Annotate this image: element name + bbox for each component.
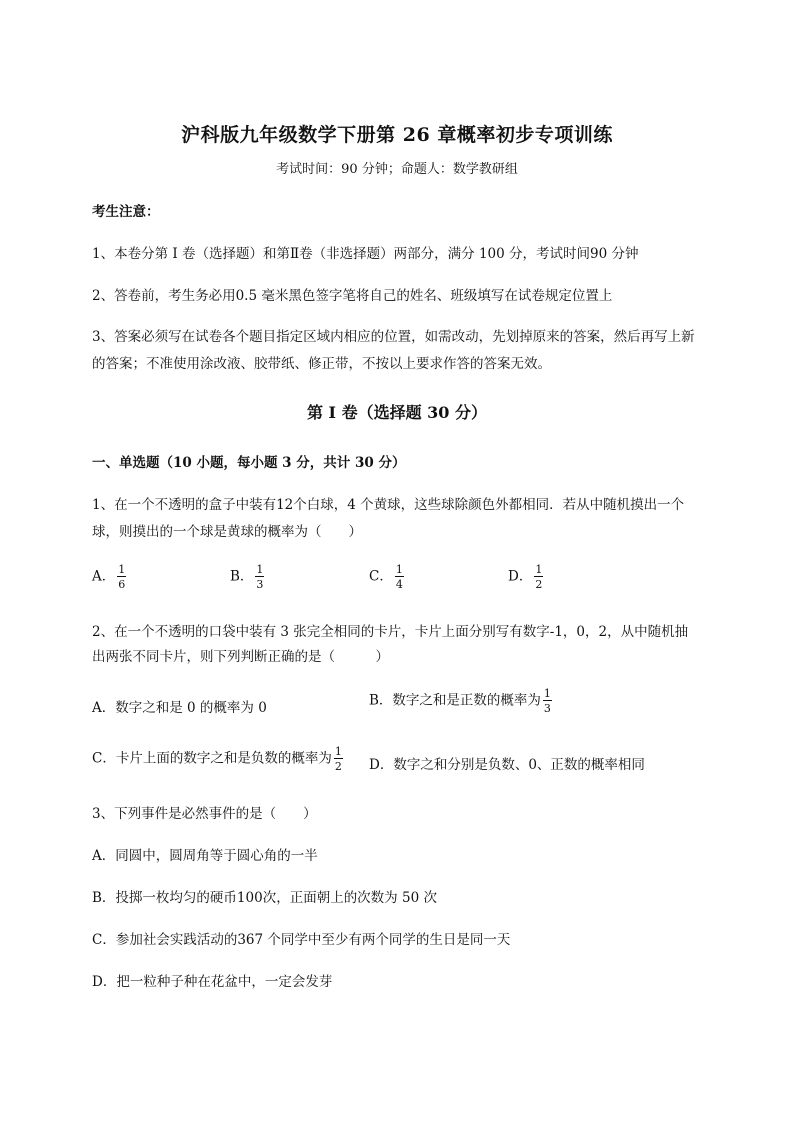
fraction [255, 564, 264, 590]
question-1-stem-continued: 球，则摸出的一个球是黄球的概率为（ ） [92, 524, 362, 540]
document-title: 沪科版九年级数学下册第 26 章概率初步专项训练 [181, 124, 613, 146]
fraction [334, 746, 343, 772]
notice-item-1: 1、本卷分第 I 卷（选择题）和第Ⅱ卷（非选择题）两部分，满分 100 分，考试时间90 分钟 [92, 246, 639, 262]
option-text: C．卡片上面的数字之和是负数的概率为 [92, 750, 332, 767]
option-label: B． [230, 568, 254, 585]
question-1-option-a[interactable] [92, 564, 126, 590]
section-title: 第 I 卷（选择题 30 分） [306, 403, 488, 422]
question-2-option-d[interactable]: D．数字之和分别是负数、0、正数的概率相同 [369, 757, 645, 773]
fraction-denominator: 6 [118, 578, 126, 591]
part-heading: 一、单选题（10 小题，每小题 3 分，共计 30 分） [92, 455, 406, 471]
notice-item-2: 2、答卷前，考生务必用0.5 毫米黑色签字笔将自己的姓名、班级填写在试卷规定位置上 [92, 288, 613, 304]
exam-info: 考试时间：90 分钟；命题人：数学教研组 [276, 162, 518, 177]
question-3-option-a[interactable]: A．同圆中，圆周角等于圆心角的一半 [92, 848, 318, 864]
question-3-stem: 3、下列事件是必然事件的是（ ） [92, 806, 317, 822]
question-2-stem: 2、在一个不透明的口袋中装有 3 张完全相同的卡片，卡片上面分别写有数字-1，0，2，从中随机抽 [92, 624, 689, 640]
notice-item-3: 3、答案必须写在试卷各个题目指定区域内相应的位置，如需改动，先划掉原来的答案，然后再写上新 [92, 329, 695, 345]
fraction-numerator: 1 [334, 745, 342, 758]
question-2-option-a[interactable]: A．数字之和是 0 的概率为 0 [92, 700, 267, 716]
fraction-numerator: 1 [543, 687, 551, 700]
option-label: D． [508, 568, 533, 585]
fraction-numerator: 1 [118, 563, 126, 576]
fraction-denominator: 4 [395, 578, 403, 591]
option-label: C． [369, 568, 393, 585]
fraction-numerator: 1 [395, 563, 403, 576]
notice-heading: 考生注意： [92, 204, 160, 220]
question-1-option-b[interactable] [230, 564, 264, 590]
option-text: B．数字之和是正数的概率为 [369, 692, 541, 709]
question-3-option-d[interactable]: D．把一粒种子种在花盆中，一定会发芽 [92, 974, 333, 990]
fraction-denominator: 3 [256, 578, 264, 591]
question-3-option-c[interactable]: C．参加社会实践活动的367 个同学中至少有两个同学的生日是同一天 [92, 932, 511, 948]
fraction-denominator: 2 [535, 578, 543, 591]
fraction-numerator: 1 [535, 563, 543, 576]
question-2-option-b[interactable] [369, 688, 552, 714]
fraction-numerator: 1 [256, 563, 264, 576]
question-1-stem: 1、在一个不透明的盒子中装有12个白球，4 个黄球，这些球除颜色外都相同．若从中随机摸出一个 [92, 497, 685, 513]
fraction-denominator: 3 [543, 702, 551, 715]
notice-item-3-continued: 的答案；不准使用涂改液、胶带纸、修正带，不按以上要求作答的答案无效。 [92, 356, 551, 372]
fraction [543, 688, 552, 714]
fraction-denominator: 2 [334, 760, 342, 773]
option-label: A． [92, 568, 116, 585]
fraction [534, 564, 543, 590]
question-2-stem-continued: 出两张不同卡片，则下列判断正确的是（ ） [92, 649, 389, 665]
fraction [117, 564, 126, 590]
question-1-option-d[interactable] [508, 564, 543, 590]
fraction [395, 564, 404, 590]
question-2-option-c[interactable] [92, 746, 343, 772]
question-1-option-c[interactable] [369, 564, 404, 590]
question-3-option-b[interactable]: B．投掷一枚均匀的硬币100次，正面朝上的次数为 50 次 [92, 890, 437, 906]
